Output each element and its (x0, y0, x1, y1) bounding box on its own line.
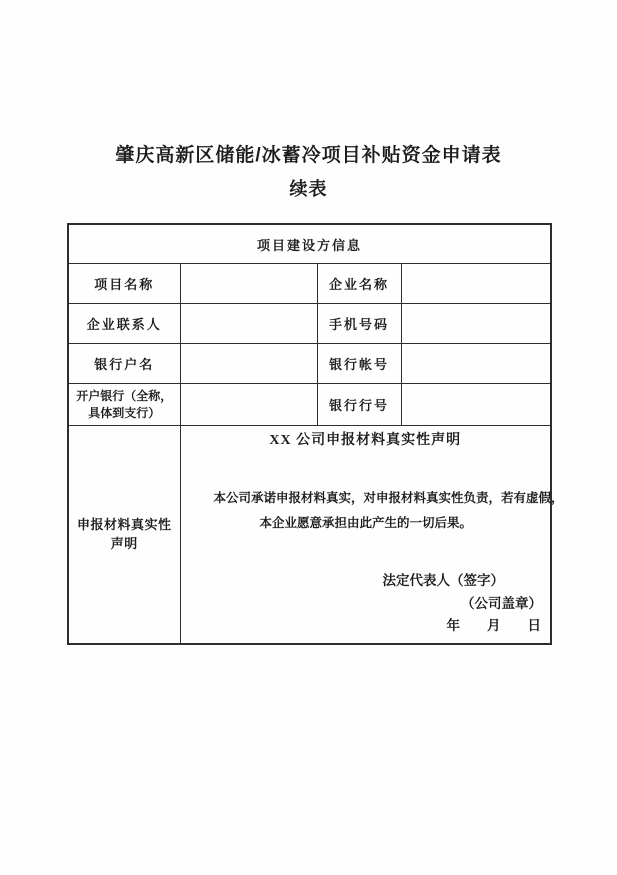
mobile-number-label: 手机号码 (317, 304, 401, 344)
declaration-row-label: 申报材料真实性声明 (68, 426, 180, 644)
date-line: 年 月 日 (446, 618, 542, 634)
declaration-body (189, 486, 564, 536)
bank-account-name-label: 银行户名 (68, 344, 180, 384)
declaration-title: XX 公司申报材料真实性声明 (269, 433, 462, 449)
company-seal-line: （公司盖章） (461, 596, 543, 612)
contact-person-label: 企业联系人 (68, 304, 180, 344)
document-subtitle: 续表 (289, 179, 328, 199)
bank-account-number-value-cell (401, 344, 551, 384)
declaration-row (68, 426, 551, 644)
declaration-content (183, 427, 564, 641)
legal-representative-signature-line: 法定代表人（签字） (382, 573, 505, 589)
table-row (68, 304, 551, 344)
deposit-bank-label: 开户银行（全称，具体到支行） (68, 384, 180, 426)
declaration-body-line1: 本公司承诺申报材料真实，对申报材料真实性负责，若有虚假， (213, 491, 564, 506)
signature-block (183, 570, 549, 636)
bank-branch-number-value-cell (401, 384, 551, 426)
table-row (68, 384, 551, 426)
contact-person-value-cell (180, 304, 317, 344)
document-title: 肇庆高新区储能/冰蓄冷项目补贴资金申请表 (115, 145, 502, 166)
project-name-value-cell (180, 264, 317, 304)
bank-account-number-label: 银行帐号 (317, 344, 401, 384)
company-name-value-cell (401, 264, 551, 304)
bank-branch-number-label: 银行行号 (317, 384, 401, 426)
spacer (183, 536, 549, 570)
section-header: 项目建设方信息 (68, 224, 551, 264)
company-name-label: 企业名称 (317, 264, 401, 304)
title-block (0, 142, 617, 203)
applicant-info-table (67, 223, 564, 645)
mobile-number-value-cell (401, 304, 551, 344)
deposit-bank-value-cell (180, 384, 317, 426)
declaration-cell (180, 426, 564, 644)
section-header-row (68, 224, 551, 264)
declaration-body-line2: 本企业愿意承担由此产生的一切后果。 (259, 516, 473, 531)
table-row (68, 264, 551, 304)
project-name-label: 项目名称 (68, 264, 180, 304)
bank-account-name-value-cell (180, 344, 317, 384)
table-row (68, 344, 551, 384)
